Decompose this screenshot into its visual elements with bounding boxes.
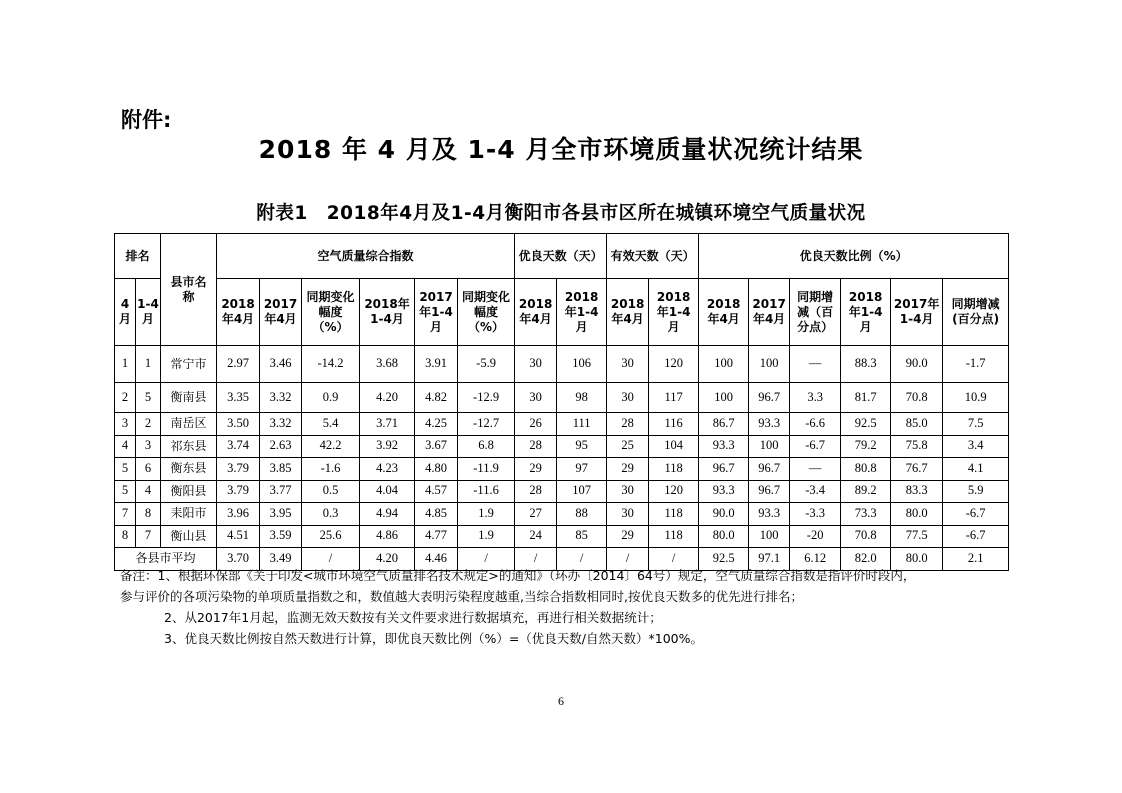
header-aqi: 空气质量综合指数 — [217, 234, 515, 279]
table-cell: 1 — [115, 346, 136, 383]
table-cell: / — [515, 548, 557, 571]
table-cell: 0.5 — [302, 480, 360, 503]
table-cell: 衡南县 — [161, 383, 217, 413]
table-cell: / — [302, 548, 360, 571]
table-cell: 4.80 — [415, 458, 458, 481]
table-cell: 衡山县 — [161, 525, 217, 548]
table-cell: 120 — [649, 480, 699, 503]
table-cell: 6.8 — [458, 435, 515, 458]
table-cell: -3.4 — [790, 480, 841, 503]
table-cell: 3.49 — [260, 548, 302, 571]
table-cell: 90.0 — [699, 503, 749, 526]
table-cell: 2.63 — [260, 435, 302, 458]
header-rank-apr: 4月 — [115, 279, 136, 346]
table-cell: 3.95 — [260, 503, 302, 526]
table-cell: 常宁市 — [161, 346, 217, 383]
table-cell: 26 — [515, 413, 557, 436]
table-cell: 27 — [515, 503, 557, 526]
table-cell: 28 — [515, 435, 557, 458]
header-sub-cell: 同期变化幅度（%） — [302, 279, 360, 346]
table-cell: 3.35 — [217, 383, 260, 413]
header-sub-cell: 2017年1-4月 — [891, 279, 943, 346]
table-row — [115, 480, 1009, 503]
table-cell: / — [557, 548, 607, 571]
table-cell: 106 — [557, 346, 607, 383]
table-cell: 92.5 — [841, 413, 891, 436]
table-cell: 3 — [115, 413, 136, 436]
table-cell: 4.20 — [360, 548, 415, 571]
table-cell: 76.7 — [891, 458, 943, 481]
average-label: 各县市平均 — [115, 548, 217, 571]
table-cell: 29 — [607, 458, 649, 481]
table-cell: 30 — [607, 383, 649, 413]
header-county: 县市名称 — [161, 234, 217, 346]
table-cell: 100 — [699, 346, 749, 383]
table-cell: 28 — [515, 480, 557, 503]
table-row — [115, 346, 1009, 383]
table-cell: 3.92 — [360, 435, 415, 458]
table-cell: 6.12 — [790, 548, 841, 571]
header-sub-cell: 2017年4月 — [260, 279, 302, 346]
table-cell: 120 — [649, 346, 699, 383]
table-cell: 2 — [115, 383, 136, 413]
table-cell: 97 — [557, 458, 607, 481]
header-sub-cell: 2018年4月 — [515, 279, 557, 346]
table-cell: 3.32 — [260, 383, 302, 413]
table-cell: 3.46 — [260, 346, 302, 383]
table-cell: -6.6 — [790, 413, 841, 436]
table-cell: 4 — [115, 435, 136, 458]
table-cell: -20 — [790, 525, 841, 548]
table-cell: 4.86 — [360, 525, 415, 548]
table-cell: 4.04 — [360, 480, 415, 503]
table-cell: 25.6 — [302, 525, 360, 548]
table-cell: 3.79 — [217, 458, 260, 481]
table-cell: 4.23 — [360, 458, 415, 481]
table-cell: 1.9 — [458, 503, 515, 526]
table-cell: 93.3 — [749, 503, 790, 526]
table-cell: 30 — [607, 480, 649, 503]
header-valid-days: 有效天数（天） — [607, 234, 699, 279]
table-row — [115, 525, 1009, 548]
table-cell: 96.7 — [749, 458, 790, 481]
table-cell: / — [607, 548, 649, 571]
table-row — [115, 383, 1009, 413]
table-cell: 3.85 — [260, 458, 302, 481]
table-cell: -11.6 — [458, 480, 515, 503]
table-cell: 3.32 — [260, 413, 302, 436]
table-cell: 30 — [515, 383, 557, 413]
table-cell: — — [790, 346, 841, 383]
table-cell: 0.9 — [302, 383, 360, 413]
note-line: 3、优良天数比例按自然天数进行计算，即优良天数比例（%）=（优良天数/自然天数）*100%。 — [164, 631, 704, 646]
table-cell: 80.8 — [841, 458, 891, 481]
table-cell: 30 — [607, 503, 649, 526]
table-cell: 29 — [607, 525, 649, 548]
table-cell: 96.7 — [749, 383, 790, 413]
table-cell: 3.68 — [360, 346, 415, 383]
table-cell: 95 — [557, 435, 607, 458]
header-sub-cell: 2017年1-4月 — [415, 279, 458, 346]
table-cell: 3.77 — [260, 480, 302, 503]
table-cell: 3.59 — [260, 525, 302, 548]
table-cell: 4.82 — [415, 383, 458, 413]
table-cell: 5 — [115, 458, 136, 481]
table-cell: 97.1 — [749, 548, 790, 571]
table-cell: -1.6 — [302, 458, 360, 481]
table-cell: 81.7 — [841, 383, 891, 413]
table-cell: 3.74 — [217, 435, 260, 458]
table-cell: 1 — [136, 346, 161, 383]
table-cell: 85.0 — [891, 413, 943, 436]
header-sub-cell: 2018年1-4月 — [841, 279, 891, 346]
table-cell: 4.51 — [217, 525, 260, 548]
table-cell: / — [458, 548, 515, 571]
table-cell: 104 — [649, 435, 699, 458]
header-sub-cell: 2017年4月 — [749, 279, 790, 346]
header-sub-cell: 2018年4月 — [699, 279, 749, 346]
table-cell: 3.79 — [217, 480, 260, 503]
table-cell: 88.3 — [841, 346, 891, 383]
table-cell: 98 — [557, 383, 607, 413]
header-good-days: 优良天数（天） — [515, 234, 607, 279]
table-cell: 92.5 — [699, 548, 749, 571]
header-sub-cell: 2018年1-4月 — [649, 279, 699, 346]
table-cell: 3.71 — [360, 413, 415, 436]
table-cell: 77.5 — [891, 525, 943, 548]
table-cell: 2 — [136, 413, 161, 436]
table-cell: 82.0 — [841, 548, 891, 571]
table-cell: 4.20 — [360, 383, 415, 413]
table-cell: 4 — [136, 480, 161, 503]
table-cell: 4.94 — [360, 503, 415, 526]
table-cell: 3.70 — [217, 548, 260, 571]
table-cell: 80.0 — [699, 525, 749, 548]
table-cell: 4.1 — [943, 458, 1009, 481]
table-cell: 30 — [607, 346, 649, 383]
header-sub-cell: 2018年1-4月 — [360, 279, 415, 346]
table-cell: -6.7 — [943, 525, 1009, 548]
table-cell: 28 — [607, 413, 649, 436]
table-cell: 80.0 — [891, 503, 943, 526]
table-cell: 7 — [136, 525, 161, 548]
table-cell: 70.8 — [841, 525, 891, 548]
table-cell: 88 — [557, 503, 607, 526]
table-cell: 111 — [557, 413, 607, 436]
page-number: 6 — [558, 694, 564, 708]
table-cell: 42.2 — [302, 435, 360, 458]
table-cell: 75.8 — [891, 435, 943, 458]
table-cell: 4.77 — [415, 525, 458, 548]
main-title: 2018 年 4 月及 1-4 月全市环境质量状况统计结果 — [258, 135, 864, 164]
table-cell: 3.50 — [217, 413, 260, 436]
header-sub-cell: 同期增减(百分点) — [943, 279, 1009, 346]
header-sub-cell: 2018年4月 — [607, 279, 649, 346]
table-cell: 衡东县 — [161, 458, 217, 481]
table-cell: 5.9 — [943, 480, 1009, 503]
header-sub-cell: 同期变化幅度（%） — [458, 279, 515, 346]
table-cell: 衡阳县 — [161, 480, 217, 503]
table-cell: 85 — [557, 525, 607, 548]
table-cell: -12.9 — [458, 383, 515, 413]
table-cell: 29 — [515, 458, 557, 481]
footnotes — [120, 565, 1020, 649]
attachment-label: 附件: — [121, 108, 172, 132]
table-cell: 10.9 — [943, 383, 1009, 413]
table-cell: 3.4 — [943, 435, 1009, 458]
table-cell: 4.25 — [415, 413, 458, 436]
table-cell: 93.3 — [699, 480, 749, 503]
table-cell: 93.3 — [749, 413, 790, 436]
table-cell: 96.7 — [749, 480, 790, 503]
table-cell: -1.7 — [943, 346, 1009, 383]
table-cell: 80.0 — [891, 548, 943, 571]
note-line: 2、从2017年1月起，监测无效天数按有关文件要求进行数据填充，再进行相关数据统计； — [164, 610, 662, 625]
table-cell: — — [790, 458, 841, 481]
table-cell: 3.96 — [217, 503, 260, 526]
table-cell: -6.7 — [943, 503, 1009, 526]
table-cell: 1.9 — [458, 525, 515, 548]
table-cell: 7.5 — [943, 413, 1009, 436]
table-cell: 24 — [515, 525, 557, 548]
table-cell: 96.7 — [699, 458, 749, 481]
table-cell: 祁东县 — [161, 435, 217, 458]
table-cell: 100 — [749, 435, 790, 458]
table-cell: 86.7 — [699, 413, 749, 436]
table-cell: 3 — [136, 435, 161, 458]
table-title: 附表1 2018年4月及1-4月衡阳市各县市区所在城镇环境空气质量状况 — [256, 203, 866, 224]
table-row — [115, 435, 1009, 458]
table-cell: 3.67 — [415, 435, 458, 458]
table-cell: -5.9 — [458, 346, 515, 383]
header-rank: 排名 — [115, 234, 161, 279]
table-cell: 2.97 — [217, 346, 260, 383]
table-cell: 7 — [115, 503, 136, 526]
table-cell: 5.4 — [302, 413, 360, 436]
table-cell: 3.91 — [415, 346, 458, 383]
table-cell: 5 — [115, 480, 136, 503]
table-cell: 83.3 — [891, 480, 943, 503]
table-cell: -11.9 — [458, 458, 515, 481]
table-cell: 30 — [515, 346, 557, 383]
table-cell: 6 — [136, 458, 161, 481]
table-cell: -14.2 — [302, 346, 360, 383]
table-cell: 4.57 — [415, 480, 458, 503]
table-cell: -12.7 — [458, 413, 515, 436]
table-cell: 南岳区 — [161, 413, 217, 436]
table-cell: 89.2 — [841, 480, 891, 503]
table-cell: 25 — [607, 435, 649, 458]
table-cell: 8 — [136, 503, 161, 526]
table-cell: 116 — [649, 413, 699, 436]
table-cell: 2.1 — [943, 548, 1009, 571]
table-cell: 90.0 — [891, 346, 943, 383]
table-cell: 93.3 — [699, 435, 749, 458]
air-quality-table — [114, 233, 1009, 571]
table-cell: 100 — [749, 525, 790, 548]
table-cell: 118 — [649, 503, 699, 526]
table-cell: -6.7 — [790, 435, 841, 458]
table-cell: 100 — [749, 346, 790, 383]
header-sub-cell: 2018年4月 — [217, 279, 260, 346]
header-sub-cell: 2018年1-4月 — [557, 279, 607, 346]
header-rank-ytd: 1-4月 — [136, 279, 161, 346]
table-row — [115, 458, 1009, 481]
table-cell: 118 — [649, 458, 699, 481]
table-cell: 79.2 — [841, 435, 891, 458]
table-cell: 4.46 — [415, 548, 458, 571]
table-cell: 耒阳市 — [161, 503, 217, 526]
table-cell: 107 — [557, 480, 607, 503]
table-cell: 0.3 — [302, 503, 360, 526]
table-cell: 8 — [115, 525, 136, 548]
table-cell: -3.3 — [790, 503, 841, 526]
table-cell: 5 — [136, 383, 161, 413]
table-row — [115, 413, 1009, 436]
table-cell: 118 — [649, 525, 699, 548]
header-sub-cell: 同期增减（百分点） — [790, 279, 841, 346]
table-cell: 4.85 — [415, 503, 458, 526]
table-cell: / — [649, 548, 699, 571]
note-line: 备注：1、根据环保部《关于印发<城市环境空气质量排名技术规定>的通知》（环办〔2014〕64号）规定，空气质量综合指数是指评价时段内， — [120, 568, 916, 583]
note-line: 参与评价的各项污染物的单项质量指数之和，数值越大表明污染程度越重,当综合指数相同时,按优良天数多的优先进行排名； — [120, 589, 803, 604]
table-cell: 73.3 — [841, 503, 891, 526]
header-good-ratio: 优良天数比例（%） — [699, 234, 1009, 279]
table-cell: 100 — [699, 383, 749, 413]
table-cell: 70.8 — [891, 383, 943, 413]
table-cell: 117 — [649, 383, 699, 413]
table-cell: 3.3 — [790, 383, 841, 413]
table-row — [115, 503, 1009, 526]
